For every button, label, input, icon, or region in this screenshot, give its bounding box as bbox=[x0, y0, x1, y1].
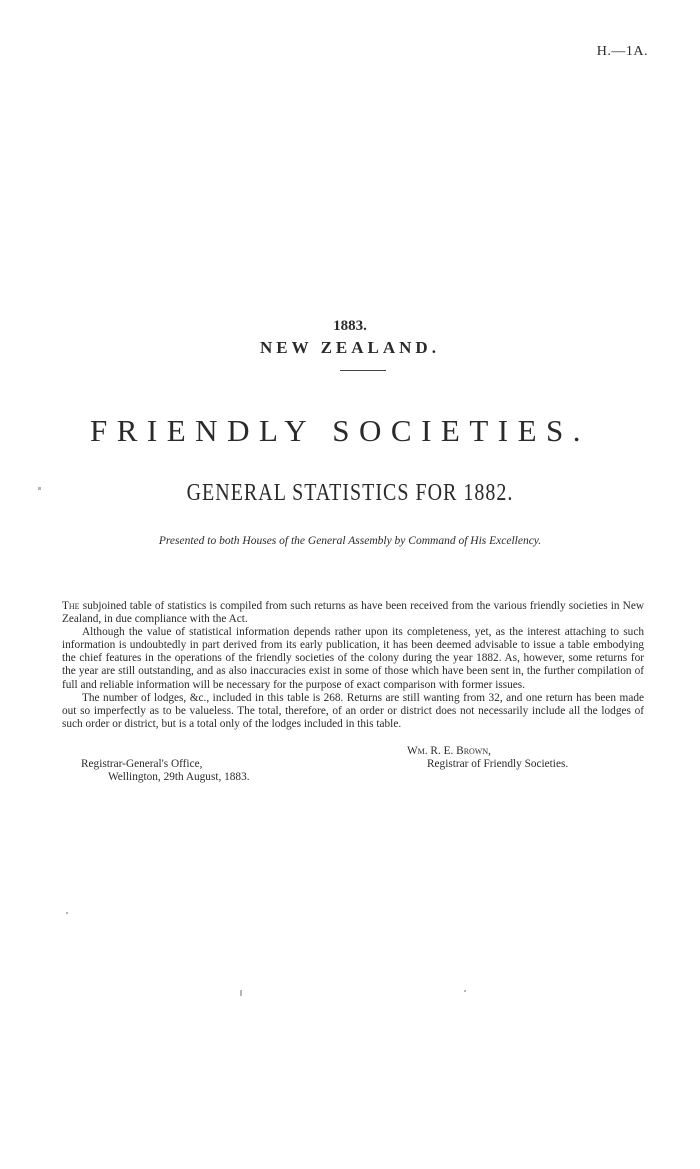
paragraph-2: Although the value of statistical information depends rather upon its completeness, yet, as the interest attaching to such information is undoubtedly in part derived from its early publication, it has been deemed advisable to issue a table embodying the chief features in the operations of the friendly societies of the colony during the year 1882. As, however, some returns for the year are still outstanding, and as also inaccuracies exist in some of those which have been sent in, the further compilation of full and reliable information will be necessary for the purpose of exact comparison with former issues. bbox=[62, 626, 644, 691]
presented-line: Presented to both Houses of the General Assembly by Command of His Excellency. bbox=[158, 535, 542, 547]
paragraph-1-lead: The bbox=[62, 600, 80, 612]
office-date: Wellington, 29th August, 1883. bbox=[108, 771, 250, 784]
signatory-title: Registrar of Friendly Societies. bbox=[427, 758, 569, 771]
document-year: 1883. bbox=[333, 318, 367, 334]
scan-speck bbox=[38, 487, 41, 490]
scan-speck bbox=[66, 912, 68, 914]
title-divider bbox=[340, 370, 386, 371]
page-reference: H.—1A. bbox=[596, 44, 648, 59]
scan-speck bbox=[240, 990, 242, 996]
signature-block bbox=[407, 745, 568, 771]
office-name: Registrar-General's Office, bbox=[81, 758, 203, 770]
country-heading: NEW ZEALAND. bbox=[260, 338, 440, 357]
signatory-name: Wm. R. E. Brown, bbox=[407, 745, 491, 757]
body-text bbox=[62, 600, 644, 731]
paragraph-1 bbox=[62, 600, 644, 626]
subtitle: GENERAL STATISTICS FOR 1882. bbox=[186, 479, 514, 507]
office-block bbox=[81, 758, 250, 784]
main-title: FRIENDLY SOCIETIES. bbox=[90, 413, 591, 448]
scan-speck bbox=[464, 990, 466, 992]
paragraph-1-text: subjoined table of statistics is compiled from such returns as have been received from the various friendly societies in New Zealand, in due compliance with the Act. bbox=[62, 600, 644, 626]
paragraph-3: The number of lodges, &c., included in this table is 268. Returns are still wanting from 32, and one return has been made out so imperfectly as to be valueless. The total, therefore, of an order or district does not necessarily include all the lodges of such order or district, but is a total only of the lodges included in this table. bbox=[62, 691, 644, 730]
